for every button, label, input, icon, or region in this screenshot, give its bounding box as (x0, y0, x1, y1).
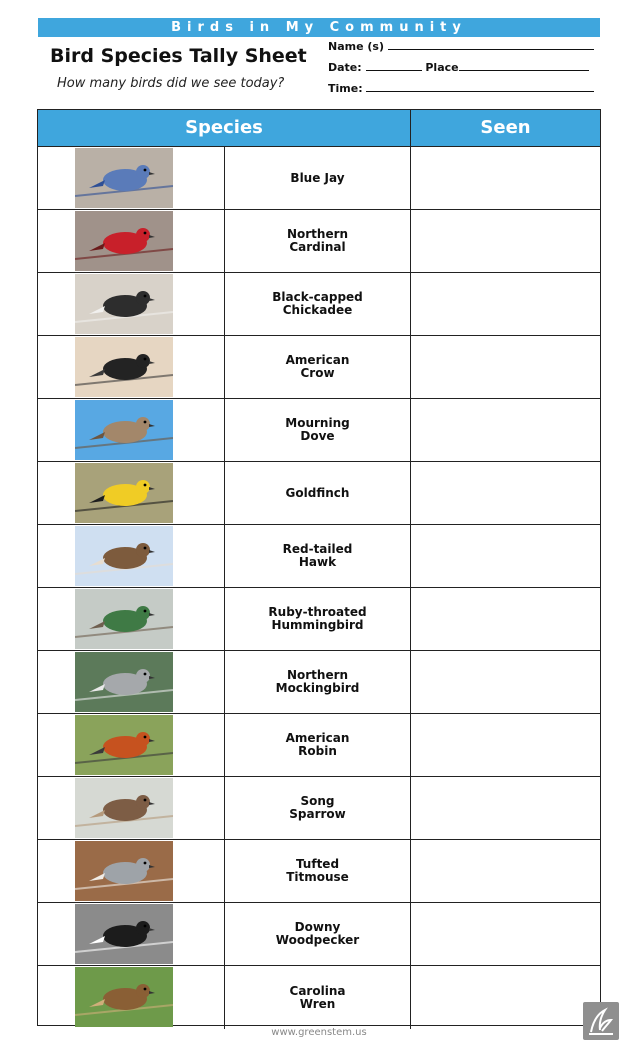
table-row (38, 714, 600, 777)
species-name-cell (225, 588, 411, 650)
bird-photo-cell (38, 336, 225, 398)
species-name: Blue Jay (290, 170, 345, 185)
bird-photo-cell (38, 525, 225, 587)
seen-tally-cell[interactable] (411, 336, 600, 398)
bird-photo-cell (38, 147, 225, 209)
species-name-cell (225, 777, 411, 839)
seen-tally-cell[interactable] (411, 840, 600, 902)
table-row (38, 399, 600, 462)
seen-tally-cell[interactable] (411, 462, 600, 524)
bird-photo-cell (38, 966, 225, 1029)
table-row (38, 777, 600, 840)
name-line (388, 48, 594, 50)
table-row (38, 273, 600, 336)
species-name: Red-tailed Hawk (282, 542, 353, 569)
species-name-cell (225, 714, 411, 776)
bird-photo (75, 652, 173, 712)
bird-photo-cell (38, 840, 225, 902)
page-title: Bird Species Tally Sheet (50, 45, 307, 67)
species-column-header: Species (38, 110, 411, 146)
species-name: Goldfinch (285, 485, 350, 500)
bird-photo (75, 211, 173, 271)
place-label: Place (425, 61, 459, 74)
species-name-cell (225, 840, 411, 902)
bird-photo (75, 526, 173, 586)
bird-photo (75, 778, 173, 838)
table-row (38, 903, 600, 966)
seen-tally-cell[interactable] (411, 525, 600, 587)
bird-photo (75, 589, 173, 649)
table-row (38, 966, 600, 1029)
bird-photo-cell (38, 462, 225, 524)
species-name: Black-capped Chickadee (272, 290, 363, 317)
greenstem-logo (583, 1002, 619, 1040)
species-name: Northern Mockingbird (275, 668, 360, 695)
bird-photo (75, 904, 173, 964)
table-header (38, 110, 600, 147)
seen-tally-cell[interactable] (411, 210, 600, 272)
species-name: Mourning Dove (285, 416, 350, 443)
species-name: Northern Cardinal (286, 227, 349, 254)
species-name-cell (225, 210, 411, 272)
species-name-cell (225, 336, 411, 398)
seen-tally-cell[interactable] (411, 903, 600, 965)
seen-tally-cell[interactable] (411, 777, 600, 839)
table-row (38, 588, 600, 651)
tally-table (37, 109, 601, 1026)
bird-photo-cell (38, 903, 225, 965)
species-name-cell (225, 462, 411, 524)
table-row (38, 336, 600, 399)
table-row (38, 462, 600, 525)
bird-photo (75, 841, 173, 901)
bird-photo (75, 400, 173, 460)
table-row (38, 147, 600, 210)
seen-tally-cell[interactable] (411, 588, 600, 650)
time-field (328, 82, 594, 95)
species-name: Carolina Wren (289, 983, 346, 1011)
species-name: American Crow (285, 353, 350, 380)
bird-photo-cell (38, 210, 225, 272)
place-line (459, 69, 589, 71)
seen-tally-cell[interactable] (411, 966, 600, 1029)
date-label: Date: (328, 61, 362, 74)
species-name-cell (225, 399, 411, 461)
species-name-cell (225, 966, 411, 1029)
name-field (328, 40, 594, 53)
bird-photo-cell (38, 399, 225, 461)
date-line (366, 69, 422, 71)
seen-tally-cell[interactable] (411, 399, 600, 461)
bird-photo-cell (38, 777, 225, 839)
footer-url: www.greenstem.us (271, 1027, 367, 1038)
species-name: American Robin (285, 731, 350, 758)
bird-photo (75, 463, 173, 523)
table-row (38, 840, 600, 903)
time-label: Time: (328, 82, 363, 95)
seen-tally-cell[interactable] (411, 147, 600, 209)
species-name: Tufted Titmouse (286, 857, 349, 884)
bird-photo-cell (38, 651, 225, 713)
bird-photo (75, 715, 173, 775)
table-row (38, 210, 600, 273)
species-name: Downy Woodpecker (275, 920, 360, 947)
bird-photo-cell (38, 588, 225, 650)
seen-column-header: Seen (480, 117, 531, 138)
table-body (38, 147, 600, 1029)
species-name-cell (225, 273, 411, 335)
seen-tally-cell[interactable] (411, 651, 600, 713)
banner: Birds in My Community (38, 18, 600, 37)
bird-photo (75, 337, 173, 397)
time-line (366, 90, 594, 92)
bird-photo (75, 148, 173, 208)
species-name-cell (225, 525, 411, 587)
seen-tally-cell[interactable] (411, 714, 600, 776)
seen-tally-cell[interactable] (411, 273, 600, 335)
bird-photo-cell (38, 273, 225, 335)
species-name: Ruby-throated Hummingbird (268, 605, 367, 632)
species-name-cell (225, 903, 411, 965)
species-name: Song Sparrow (289, 794, 346, 821)
table-row (38, 525, 600, 588)
name-label: Name (s) (328, 40, 384, 53)
bird-photo-cell (38, 714, 225, 776)
table-row (38, 651, 600, 714)
species-name-cell (225, 651, 411, 713)
bird-photo (75, 274, 173, 334)
date-place-field (328, 61, 589, 74)
bird-photo (75, 967, 173, 1027)
page-subtitle: How many birds did we see today? (57, 76, 285, 91)
species-name-cell (225, 147, 411, 209)
